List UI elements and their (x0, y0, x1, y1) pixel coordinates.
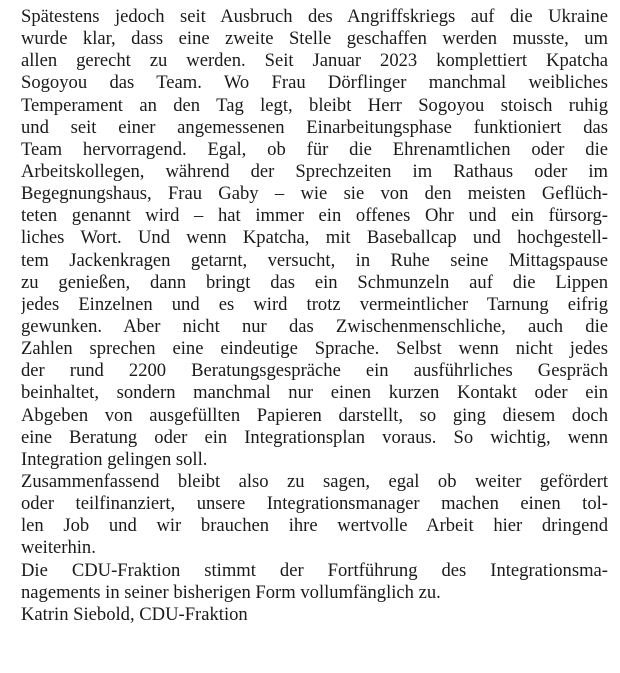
text-line: Arbeitskollegen, während der Sprechzeiten im Rathaus oder im (21, 160, 608, 182)
signature: Katrin Siebold, CDU-Fraktion (21, 603, 248, 625)
text-line: Die CDU-Fraktion stimmt der Fortführung des Integrationsma- (21, 559, 608, 581)
text-line: liches Wort. Und wenn Kpatcha, mit Baseballcap und hochgestell- (21, 227, 608, 249)
paragraph (21, 560, 608, 604)
text-line: Abgeben von ausgefüllten Papieren darstellt, so ging diesem doch (21, 404, 608, 426)
text-line: Team hervorragend. Egal, ob für die Ehrenamtlichen oder die (21, 138, 608, 160)
text-line: Zusammenfassend bleibt also zu sagen, egal ob weiter gefördert (21, 470, 608, 492)
text-line: zu genießen, dann bringt das ein Schmunzeln auf die Lippen (21, 271, 608, 293)
text-line: gewunken. Aber nicht nur das Zwischenmenschliche, auch die (21, 315, 608, 337)
text-line: oder teilfinanziert, unsere Integrationsmanager machen einen tol- (21, 493, 608, 515)
article-body (21, 6, 608, 604)
text-line: tem Jackenkragen getarnt, versucht, in Ruhe seine Mittagspause (21, 249, 608, 271)
text-line: Spätestens jedoch seit Ausbruch des Angriffskriegs auf die Ukraine (21, 6, 608, 27)
text-line: wurde klar, dass eine zweite Stelle geschaffen werden musste, um (21, 28, 608, 50)
text-line: jedes Einzelnen und es wird trotz vermeintlicher Tarnung eifrig (21, 293, 608, 315)
text-line: weiterhin. (21, 537, 96, 559)
text-line: allen gerecht zu werden. Seit Januar 2023 komplettiert Kpatcha (21, 50, 608, 72)
text-line: teten genannt wird – hat immer ein offenes Ohr und ein fürsorg- (21, 205, 608, 227)
text-line: Integration gelingen soll. (21, 448, 208, 470)
paragraph (21, 471, 608, 560)
text-line: eine Beratung oder ein Integrationsplan voraus. So wichtig, wenn (21, 426, 608, 448)
text-line: nagements in seiner bisherigen Form vollumfänglich zu. (21, 581, 441, 603)
text-line: len Job und wir brauchen ihre wertvolle Arbeit hier dringend (21, 515, 608, 537)
text-line: und seit einer angemessenen Einarbeitungsphase funktioniert das (21, 116, 608, 138)
text-line: Begegnungshaus, Frau Gaby – wie sie von den meisten Geflüch- (21, 183, 608, 205)
text-line: beinhaltet, sondern manchmal nur einen kurzen Kontakt oder ein (21, 382, 608, 404)
text-line: Sogoyou das Team. Wo Frau Dörflinger manchmal weibliches (21, 72, 608, 94)
signature-paragraph (21, 604, 608, 626)
paragraph (21, 6, 608, 471)
text-line: Zahlen sprechen eine eindeutige Sprache. Selbst wenn nicht jedes (21, 338, 608, 360)
text-line: Temperament an den Tag legt, bleibt Herr Sogoyou stoisch ruhig (21, 94, 608, 116)
text-line: der rund 2200 Beratungsgespräche ein ausführliches Gespräch (21, 360, 608, 382)
